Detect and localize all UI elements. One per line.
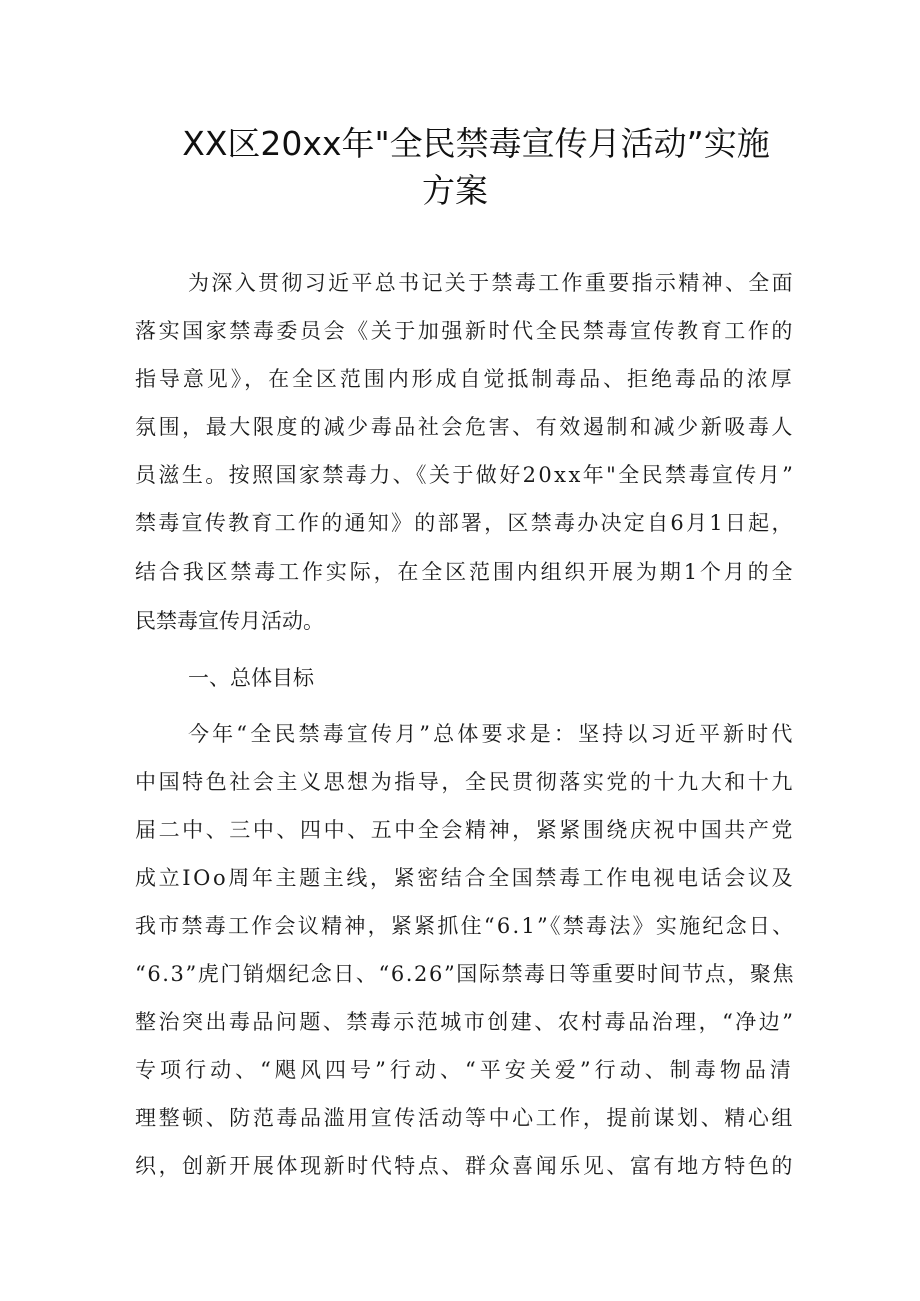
- paragraph-line: 落实国家禁毒委员会《关于加强新时代全民禁毒宣传教育工作的: [135, 319, 795, 343]
- paragraph-line: 成立IOo周年主题主线，紧密结合全国禁毒工作电视电话会议及: [135, 866, 796, 890]
- paragraph-line: “6.3”虎门销烟纪念日、“6.26”国际禁毒日等重要时间节点，聚焦: [135, 962, 796, 986]
- document-title-line-1: XX区20xx年"全民禁毒宣传月活动”实施: [182, 124, 770, 163]
- paragraph-line: 中国特色社会主义思想为指导，全民贯彻落实党的十九大和十九: [135, 770, 795, 794]
- section-heading: 一、总体目标: [188, 666, 314, 690]
- paragraph-line: 我市禁毒工作会议精神，紧紧抓住“6.1”《禁毒法》实施纪念日、: [135, 914, 796, 938]
- paragraph-line: 民禁毒宣传月活动。: [135, 609, 324, 633]
- paragraph-line: 为深入贯彻习近平总书记关于禁毒工作重要指示精神、全面: [188, 271, 795, 295]
- paragraph-line: 专项行动、“飓风四号”行动、“平安关爱”行动、制毒物品清: [135, 1058, 795, 1082]
- paragraph-line: 氛围，最大限度的减少毒品社会危害、有效遏制和减少新吸毒人: [135, 415, 795, 439]
- paragraph-line: 指导意见》，在全区范围内形成自觉抵制毒品、拒绝毒品的浓厚: [135, 367, 795, 391]
- paragraph-line: 整治突出毒品问题、禁毒示范城市创建、农村毒品治理，“净边”: [135, 1010, 796, 1034]
- paragraph-line: 员滋生。按照国家禁毒力、《关于做好20xx年"全民禁毒宣传月”: [135, 463, 796, 487]
- paragraph-line: 届二中、三中、四中、五中全会精神，紧紧围绕庆祝中国共产党: [135, 818, 795, 842]
- paragraph-line: 禁毒宣传教育工作的通知》的部署，区禁毒办决定自6月1日起，: [135, 511, 795, 535]
- paragraph-line: 今年“全民禁毒宣传月”总体要求是：坚持以习近平新时代: [188, 722, 796, 746]
- paragraph-line: 织，创新开展体现新时代特点、群众喜闻乐见、富有地方特色的: [135, 1154, 795, 1178]
- paragraph-line: 理整顿、防范毒品滥用宣传活动等中心工作，提前谋划、精心组: [135, 1106, 795, 1130]
- paragraph-line: 结合我区禁毒工作实际，在全区范围内组织开展为期1个月的全: [135, 560, 796, 584]
- document-title-line-2: 方案: [422, 171, 488, 210]
